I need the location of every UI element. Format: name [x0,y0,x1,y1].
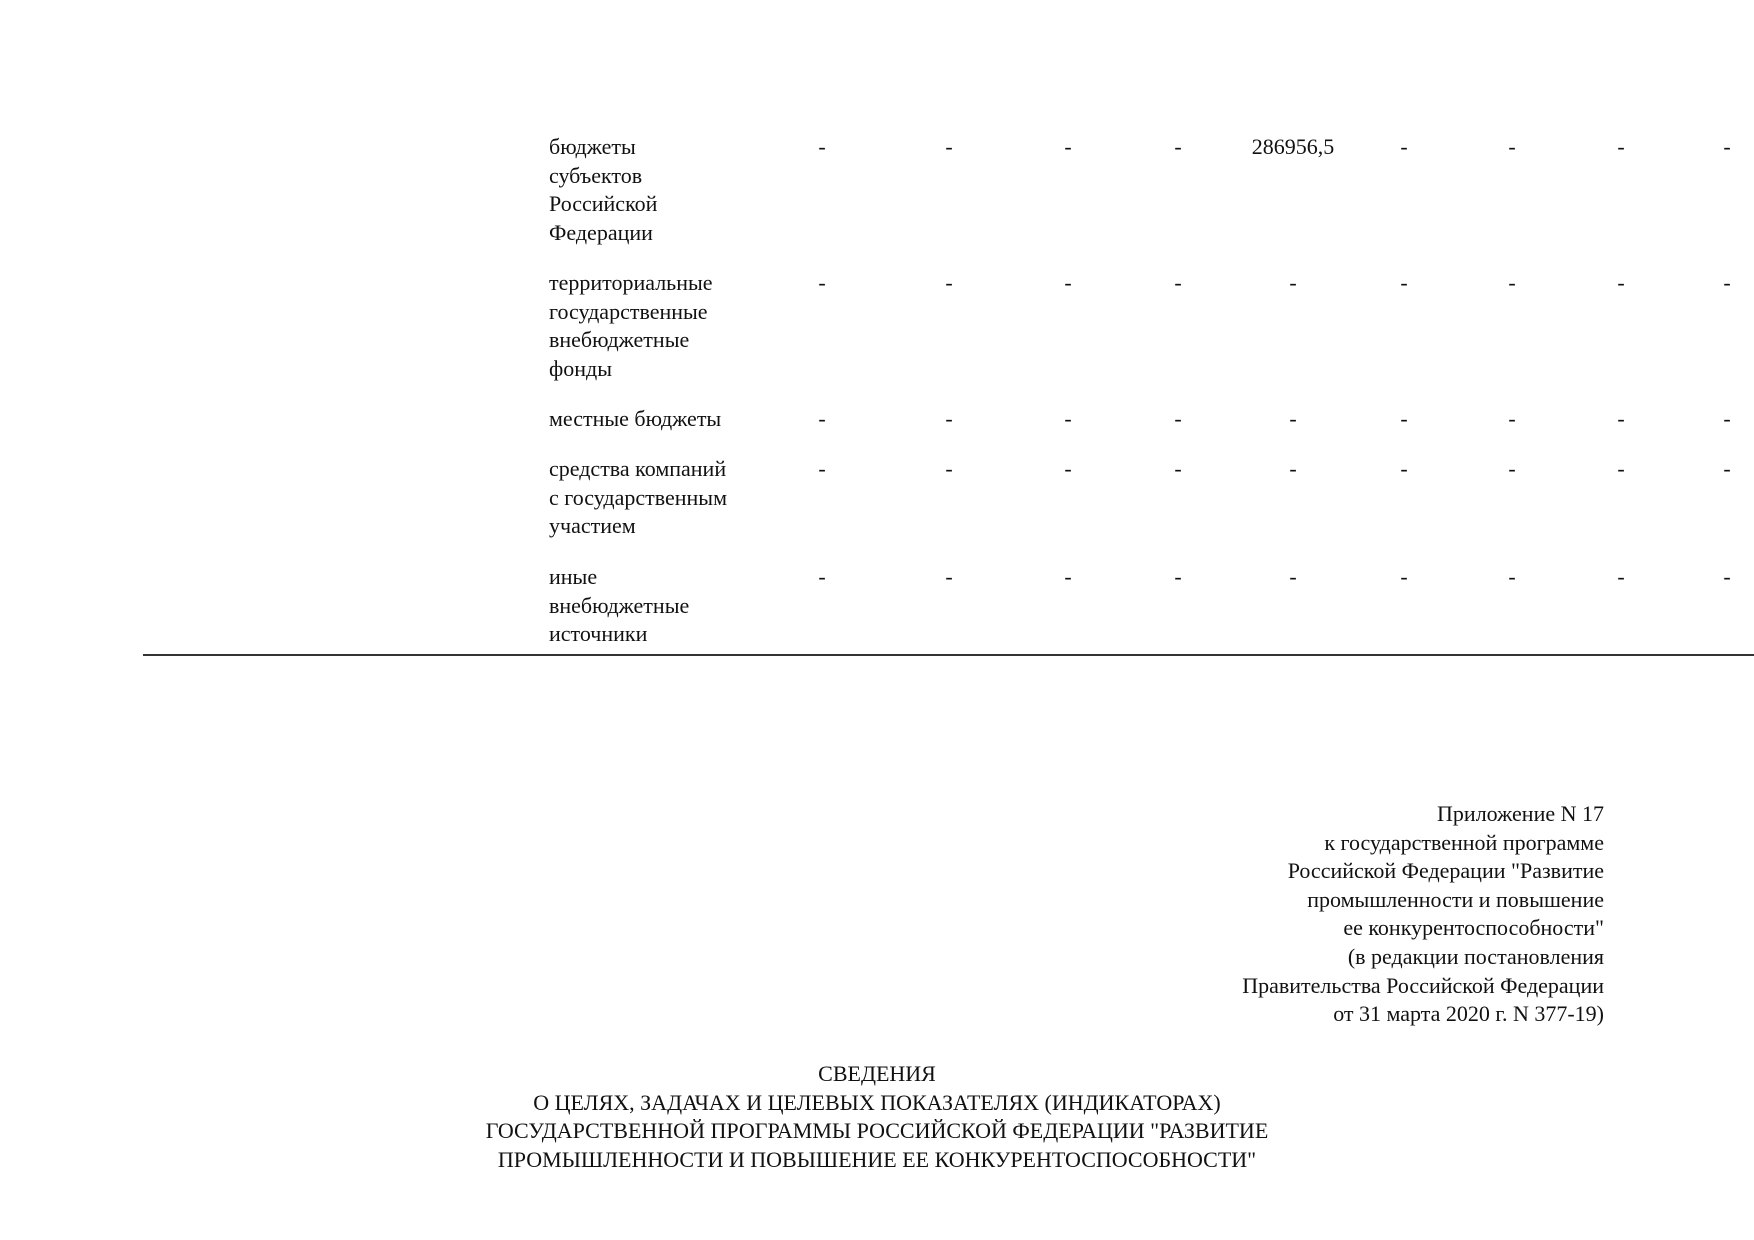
appendix-line: Правительства Российской Федерации [1242,972,1604,998]
table-cell: - [1508,134,1516,159]
title-line: О ЦЕЛЯХ, ЗАДАЧАХ И ЦЕЛЕВЫХ ПОКАЗАТЕЛЯХ (ИНДИКАТОРАХ) [533,1089,1221,1115]
table-cell: - [1064,270,1072,295]
appendix-line: Российской Федерации "Развитие [1287,858,1604,884]
table-cell: - [1289,270,1297,295]
row-label-line: участием [549,513,636,539]
table-cell: - [1064,564,1072,589]
table-cell: - [1508,564,1516,589]
table-cell: - [945,134,953,159]
table-cell: - [818,456,826,481]
appendix-line: к государственной программе [1324,829,1604,855]
row-label-line: местные бюджеты [549,406,722,431]
table-cell: - [1723,134,1731,159]
table-cell: - [1064,406,1072,431]
table-cell: - [818,564,826,589]
table-cell: - [945,564,953,589]
row-label [549,455,759,541]
table-cell: - [945,406,953,431]
table-cell: - [818,406,826,431]
table-cell: - [818,270,826,295]
table-cell: - [1617,456,1625,481]
table-cell: - [1617,270,1625,295]
row-label-line: субъектов [549,162,643,188]
table-cell: - [1723,406,1731,431]
title-line: ПРОМЫШЛЕННОСТИ И ПОВЫШЕНИЕ ЕЕ КОНКУРЕНТОСПОСОБНОСТИ" [497,1146,1257,1172]
appendix-header [1242,800,1604,1029]
row-label-line: Федерации [549,219,653,245]
table-cell: - [1508,270,1516,295]
table-cell: - [1400,406,1408,431]
table-cell: - [1400,564,1408,589]
table-cell: - [1508,406,1516,431]
table-cell: - [818,134,826,159]
row-label [549,269,759,383]
appendix-line: промышленности и повышение [1307,886,1604,912]
appendix-line: от 31 марта 2020 г. N 377-19) [1333,1001,1604,1027]
row-label-line: государственные [549,298,708,324]
table-cell: - [1400,134,1408,159]
section-title [0,1060,1754,1174]
table-cell: - [1400,270,1408,295]
row-label-line: средства компаний [549,456,727,481]
row-label-line: иные [549,564,598,589]
appendix-line: Приложение N 17 [1437,801,1604,826]
table-cell: - [1723,456,1731,481]
row-label-line: внебюджетные [549,592,690,618]
title-line: СВЕДЕНИЯ [818,1061,936,1086]
table-cell: - [1508,456,1516,481]
table-cell: - [1617,134,1625,159]
table-cell: - [1174,134,1182,159]
row-label-line: фонды [549,355,613,381]
table-cell: - [1723,270,1731,295]
row-label [549,133,759,247]
row-label [549,405,759,434]
table-cell: - [1289,406,1297,431]
appendix-line: ее конкурентоспособности" [1343,915,1604,941]
row-label-line: с государственным [549,484,727,510]
table-cell: - [1174,406,1182,431]
row-label-line: территориальные [549,270,713,295]
table-bottom-rule [143,654,1754,656]
table-cell: - [1289,456,1297,481]
table-cell: - [1289,564,1297,589]
table-cell: - [1400,456,1408,481]
table-cell: - [945,456,953,481]
row-label [549,563,759,649]
table-cell: - [1174,270,1182,295]
table-cell: - [1064,134,1072,159]
title-line: ГОСУДАРСТВЕННОЙ ПРОГРАММЫ РОССИЙСКОЙ ФЕДЕРАЦИИ "РАЗВИТИЕ [485,1118,1269,1144]
row-label-line: бюджеты [549,134,636,159]
appendix-line: (в редакции постановления [1347,943,1604,969]
row-label-line: источники [549,621,648,647]
row-label-line: Российской [549,191,658,217]
row-label-line: внебюджетные [549,327,690,353]
table-cell: - [1723,564,1731,589]
table-cell: - [1174,456,1182,481]
table-cell: - [1174,564,1182,589]
table-cell: - [1617,406,1625,431]
table-cell: - [1617,564,1625,589]
table-cell: 286956,5 [1251,134,1335,159]
table-cell: - [945,270,953,295]
table-cell: - [1064,456,1072,481]
